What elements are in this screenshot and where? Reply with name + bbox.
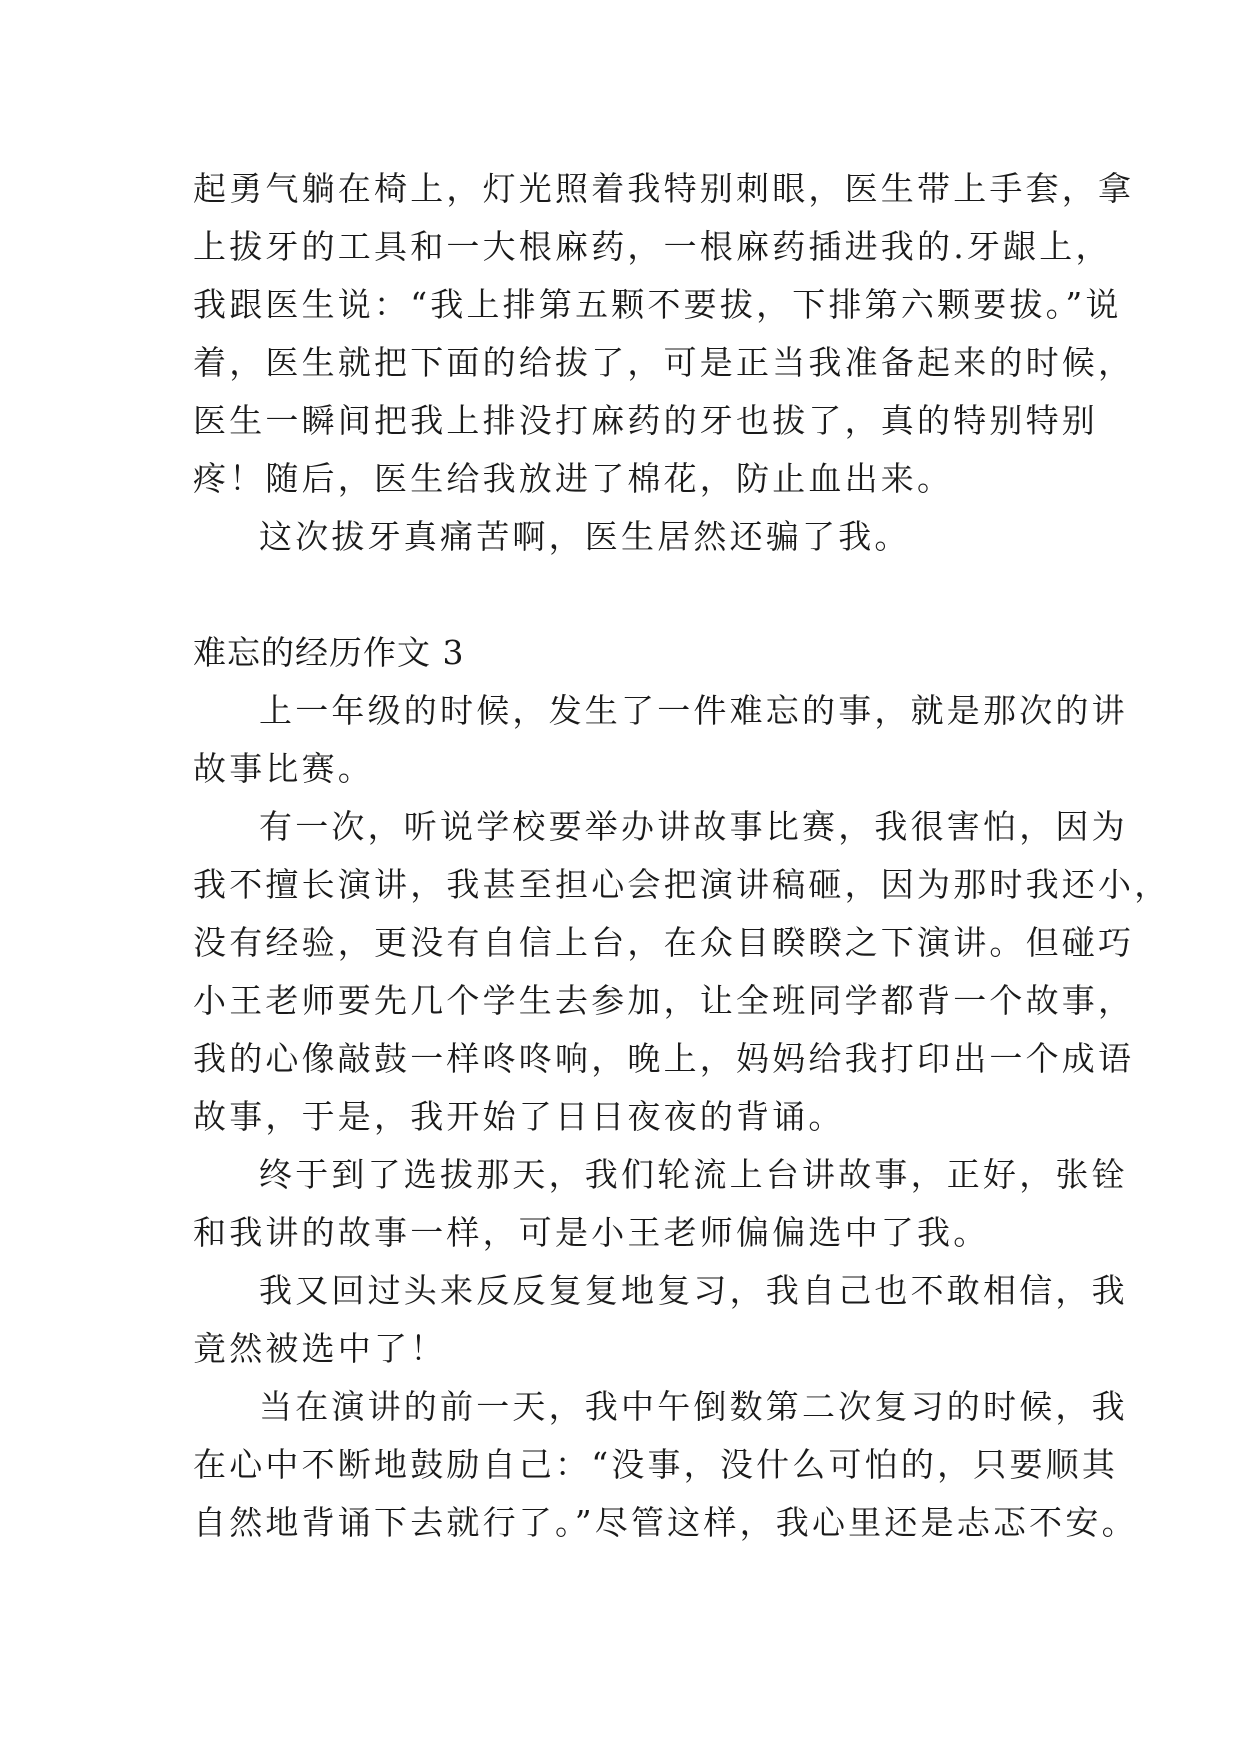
text-line: 我的心像敲鼓一样咚咚响，晚上，妈妈给我打印出一个成语 [193,1039,1135,1078]
text-line: 这次拔牙真痛苦啊，医生居然还骗了我。 [259,517,911,556]
paragraph-4 [193,1262,1128,1378]
paragraph-tooth-extraction [193,160,1135,508]
document-body [193,160,1171,1552]
text-line: 有一次，听说学校要举办讲故事比赛，我很害怕，因为 [259,807,1128,846]
text-line: 疼！随后，医生给我放进了棉花，防止血出来。 [193,459,954,498]
text-line: 起勇气躺在椅上，灯光照着我特别刺眼，医生带上手套，拿 [193,169,1135,208]
text-line: 没有经验，更没有自信上台，在众目睽睽之下演讲。但碰巧 [193,923,1135,962]
text-line: 竟然被选中了！ [193,1329,447,1368]
text-line: 和我讲的故事一样，可是小王老师偏偏选中了我。 [193,1213,990,1252]
text-line: 医生一瞬间把我上排没打麻药的牙也拔了，真的特别特别 [193,401,1098,440]
text-line: 在心中不断地鼓励自己：“没事，没什么可怕的，只要顺其 [193,1445,1119,1484]
paragraph-2 [193,798,1171,1146]
text-line: 上拔牙的工具和一大根麻药，一根麻药插进我的.牙龈上， [193,227,1112,266]
paragraph-1 [193,682,1128,798]
text-line: 我跟医生说：“我上排第五颗不要拔，下排第六颗要拔。”说 [193,285,1122,324]
paragraph-3 [193,1146,1128,1262]
text-line: 我不擅长演讲，我甚至担心会把演讲稿砸，因为那时我还小， [193,865,1171,904]
section-heading [193,624,1073,682]
text-line: 当在演讲的前一天，我中午倒数第二次复习的时候，我 [259,1387,1128,1426]
text-line: 故事比赛。 [193,749,374,788]
text-line: 小王老师要先几个学生去参加，让全班同学都背一个故事， [193,981,1135,1020]
text-line: 上一年级的时候，发生了一件难忘的事，就是那次的讲 [259,691,1128,730]
text-line: 自然地背诵下去就行了。”尽管这样，我心里还是忐忑不安。 [193,1503,1138,1542]
text-line: 终于到了选拔那天，我们轮流上台讲故事，正好，张铨 [259,1155,1128,1194]
text-line: 着，医生就把下面的给拔了，可是正当我准备起来的时候， [193,343,1135,382]
essay-title: 难忘的经历作文 3 [193,633,465,672]
paragraph-5 [193,1378,1138,1552]
text-line: 故事，于是，我开始了日日夜夜的背诵。 [193,1097,845,1136]
text-line: 我又回过头来反反复复地复习，我自己也不敢相信，我 [259,1271,1128,1310]
section-spacer [193,566,1073,624]
paragraph-closing [193,508,1073,566]
